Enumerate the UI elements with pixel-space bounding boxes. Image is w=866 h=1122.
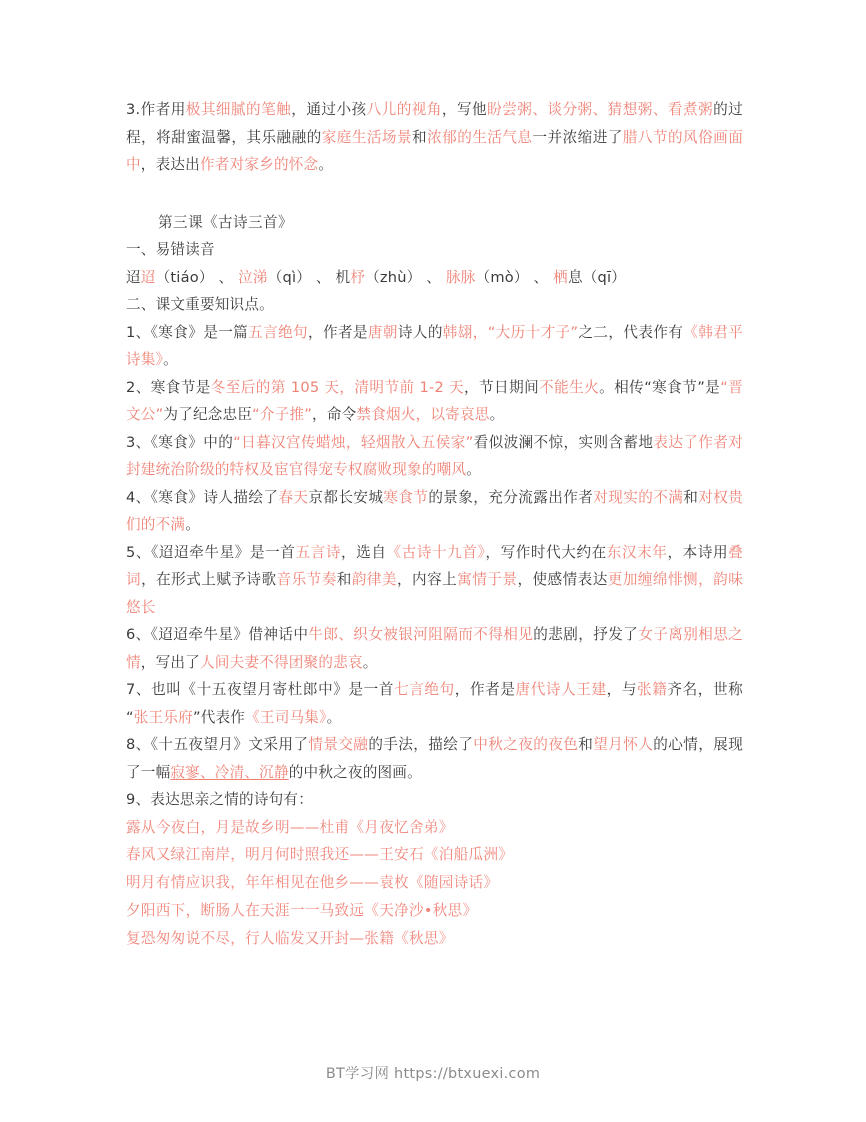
text-run: 盼尝粥、谈分粥、猜想粥、看煮粥 <box>487 101 714 118</box>
text-run: 张王乐府 <box>133 708 193 726</box>
text-run: 的悲剧，抒发了 <box>533 626 639 643</box>
text-run: 。 <box>185 516 200 533</box>
text-run: 和 <box>578 736 594 753</box>
text-run: ，使感情表达 <box>517 571 608 588</box>
text-run: 对现实的不满 <box>593 488 684 506</box>
text-run: 韵律美 <box>351 571 397 588</box>
text-run: （mò） <box>475 268 529 286</box>
text-run: 2、寒食节是 <box>126 378 211 396</box>
footer-watermark: BT学习网 https://btxuexi.com <box>325 1066 541 1082</box>
pinyin-separator: 、 <box>311 268 336 286</box>
text-run: 。 <box>466 461 482 478</box>
text-run: 唐朝 <box>367 323 398 341</box>
text-run: “日暮汉宫传蜡烛，轻烟散入五侯家” <box>233 433 474 451</box>
text-run: 音乐节奏 <box>276 571 337 588</box>
pinyin-separator: 、 <box>528 268 554 286</box>
text-run: ，通过小孩 <box>291 101 367 118</box>
pinyin-item <box>446 269 529 286</box>
text-run: 韩翃，“大历十才子” <box>442 323 579 341</box>
text-run: ，节日期间 <box>464 378 540 396</box>
text-run: 栖 <box>553 268 568 286</box>
pinyin-item <box>336 269 422 286</box>
section-two-title: 二、课文重要知识点。 <box>126 296 274 313</box>
text-run: ，与 <box>606 681 638 698</box>
text-run: 8、《十五夜望月》文采用了 <box>126 736 309 753</box>
text-run: 的心情，展现了一幅 <box>126 736 743 781</box>
pinyin-item <box>238 269 311 286</box>
poem-line: 春风又绿江南岸，明月何时照我还——王安石《泊船瓜洲》 <box>126 846 514 864</box>
knowledge-point <box>126 786 743 814</box>
text-run: 唐代诗人王建 <box>515 681 607 698</box>
text-run: 寓情于景 <box>457 571 518 588</box>
text-run: 中秋之夜的夜色 <box>473 736 579 753</box>
text-run: 的中秋之夜的图画。 <box>288 763 422 781</box>
text-run: 东汉末年 <box>606 543 668 561</box>
poem-line: 复恐匆匆说不尽，行人临发又开封—张籍《秋思》 <box>126 929 454 947</box>
poem-line: 露从今夜白，月是故乡明——杜甫《月夜忆舍弟》 <box>126 818 454 836</box>
text-run: 表达了作者对封建统治阶级的特权及宦官得宠专权腐败现象的嘲风 <box>126 433 744 478</box>
text-run: 腊八节的风俗画面中 <box>126 128 744 173</box>
text-run: 不能生火 <box>539 378 600 396</box>
text-run: 浓郁的生活气息 <box>427 128 533 146</box>
text-run: 一并浓缩进了 <box>532 128 623 146</box>
text-run: 和 <box>412 128 428 146</box>
text-run: 4、《寒食》诗人描绘了 <box>126 488 279 506</box>
text-run: ，写出了 <box>140 653 200 671</box>
paragraph-3 <box>126 96 743 179</box>
pinyin-separator: 、 <box>213 268 239 286</box>
text-run: “晋文公” <box>126 378 743 423</box>
text-run: 杼 <box>350 268 366 286</box>
text-run: 八儿的视角 <box>366 101 442 118</box>
text-run: 5、《迢迢牵牛星》是一首 <box>126 543 296 561</box>
text-run: 和 <box>683 488 699 506</box>
knowledge-points-list <box>126 319 743 814</box>
text-run: 9、表达思亲之情的诗句有： <box>126 791 314 808</box>
text-run: 。相传“寒食节”是 <box>599 378 721 396</box>
text-run: 作者对家乡的怀念 <box>199 156 319 173</box>
text-run: 五言诗 <box>295 543 341 561</box>
text-run: ，表达出 <box>140 156 200 173</box>
text-run: 和 <box>336 571 352 588</box>
text-run: 1、《寒食》是一篇 <box>126 323 249 341</box>
text-run: （tiáo） <box>155 268 214 286</box>
pinyin-item <box>553 269 626 286</box>
text-run: 五言绝句 <box>248 323 309 341</box>
text-run: 。 <box>326 708 342 726</box>
text-run: 张籍 <box>637 681 668 698</box>
text-run: 寂寥、冷清、沉静 <box>170 763 289 781</box>
text-run: 看似波澜不惊，实则含蓄地 <box>473 433 654 451</box>
knowledge-point <box>126 621 743 676</box>
section-spacer <box>126 179 743 209</box>
text-run: 的景象，充分流露出作者 <box>428 488 594 506</box>
text-run: 迢 <box>140 268 156 286</box>
text-run: 齐名，世称“ <box>126 681 743 726</box>
text-run: 息（qī） <box>567 268 627 286</box>
text-run: 。 <box>362 653 378 671</box>
text-run: ”代表作 <box>192 708 246 726</box>
pinyin-separator: 、 <box>421 268 446 286</box>
knowledge-point <box>126 429 743 484</box>
text-run: ，内容上 <box>397 571 458 588</box>
text-run: 。 <box>163 351 178 368</box>
text-run: 京都长安城 <box>308 488 384 506</box>
text-run: 《古诗十九首》 <box>386 543 486 561</box>
text-run: 3.作者用 <box>126 101 186 118</box>
knowledge-point <box>126 676 743 731</box>
text-run: 女子离别相思之情 <box>126 626 743 671</box>
text-run: （zhù） <box>365 268 422 286</box>
text-run: ，作者是 <box>308 323 368 341</box>
text-run: 家庭生活场景 <box>321 128 413 146</box>
pinyin-item <box>126 269 214 286</box>
text-run: 6、《迢迢牵牛星》借神话中 <box>126 626 309 643</box>
knowledge-point <box>126 539 743 622</box>
text-run: 极其细腻的笔触 <box>185 101 292 118</box>
text-run: 迢 <box>126 268 141 286</box>
text-run: 《韩君平诗集》 <box>126 323 743 368</box>
knowledge-point <box>126 484 743 539</box>
poem-line: 夕阳西下，断肠人在天涯一一马致远《天净沙•秋思》 <box>126 901 478 919</box>
pinyin-row <box>126 264 743 292</box>
text-run: 机 <box>335 268 351 286</box>
text-run: 诗人的 <box>397 323 443 341</box>
text-run: ，写作时代大约在 <box>485 543 607 561</box>
text-run: ，作者是 <box>454 681 516 698</box>
text-run: 冬至后的第 105 天，清明节前 1-2 天 <box>210 378 465 396</box>
text-run: 情景交融 <box>308 736 369 753</box>
text-run: 春天 <box>278 488 309 506</box>
text-run: 七言绝句 <box>394 681 455 698</box>
section-one-title: 一、易错读音 <box>126 241 215 258</box>
text-run: ，本诗用 <box>667 543 729 561</box>
text-run: ，写他 <box>441 101 488 118</box>
text-run: 寒食节 <box>383 488 429 506</box>
text-run: ，在形式上赋予诗歌 <box>141 571 277 588</box>
text-run: 。 <box>489 406 505 423</box>
text-run: ，命令 <box>312 406 357 423</box>
text-run: 人间夫妻不得团聚的悲哀 <box>199 653 363 671</box>
text-run: 叠词 <box>126 543 743 588</box>
text-run: 望月怀人 <box>593 736 654 753</box>
knowledge-point <box>126 731 743 786</box>
lesson-heading: 第三课《古诗三首》 <box>158 213 293 231</box>
text-run: 为了纪念忠臣 <box>163 406 253 423</box>
text-run: 对权贵们的不满 <box>126 488 744 533</box>
text-run: 更加缠绵悱恻，韵味悠长 <box>126 571 743 616</box>
text-run: 的过程，将甜蜜温馨，其乐融融的 <box>126 101 743 146</box>
text-run: 7、也叫《十五夜望月寄杜郎中》是一首 <box>126 681 395 698</box>
text-run: 禁食烟火，以寄哀思 <box>356 406 490 423</box>
text-run: 脉脉 <box>445 268 476 286</box>
text-run: 之二，代表作有 <box>578 323 684 341</box>
knowledge-point <box>126 374 743 429</box>
text-run: 《王司马集》 <box>245 708 327 726</box>
poem-lines-list <box>126 814 743 953</box>
text-run: 3、《寒食》中的 <box>126 433 234 451</box>
text-run: “介子推” <box>252 406 313 423</box>
text-run: 泣涕 <box>238 268 268 286</box>
text-run: 。 <box>318 156 334 173</box>
text-run: ，选自 <box>340 543 387 561</box>
text-run: 的手法，描绘了 <box>368 736 474 753</box>
text-run: 牛郎、织女被银河阻隔而不得相见 <box>308 626 534 643</box>
knowledge-point <box>126 319 743 374</box>
poem-line: 明月有情应识我，年年相见在他乡——袁枚《随园诗话》 <box>126 874 499 892</box>
text-run: （qì） <box>267 268 312 286</box>
document-body <box>126 96 743 952</box>
